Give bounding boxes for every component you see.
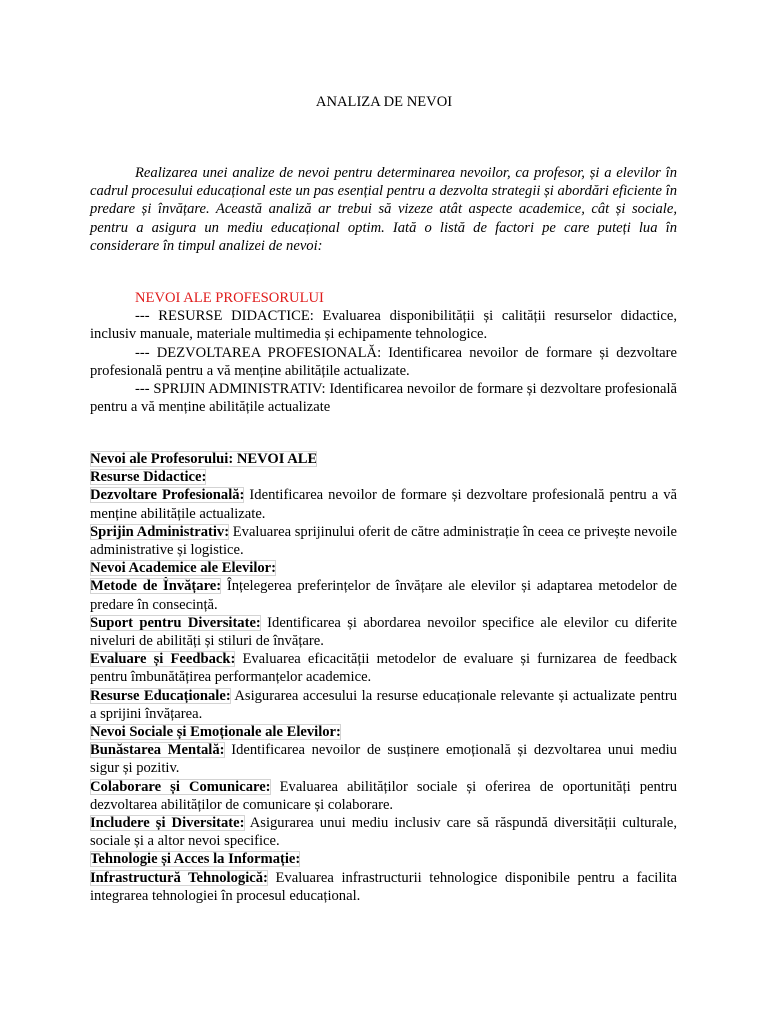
needs-text: Identificarea nevoilor de formare și dezvoltare profesională pentru a vă menține abilitățile actualizate.: [90, 487, 677, 522]
section-item-development: --- DEZVOLTAREA PROFESIONALĂ: Identificarea nevoilor de formare și dezvoltare profesională pentru a vă menține abilitățile actualizate.: [90, 344, 677, 379]
needs-row: [90, 778, 677, 814]
needs-row: [90, 486, 677, 522]
needs-text: Înțelegerea preferințelor de învățare ale elevilor și adaptarea metodelor de predare în consecință.: [90, 578, 677, 613]
needs-label: Suport pentru Diversitate:: [90, 614, 261, 631]
needs-row: [90, 559, 677, 577]
section-item-resources: --- RESURSE DIDACTICE: Evaluarea disponibilității și calității resurselor didactice, inclusiv manuale, materiale multimedia și echipamente tehnologice.: [90, 308, 677, 343]
needs-row: [90, 523, 677, 559]
needs-text: Evaluarea sprijinului oferit de către administrație în ceea ce privește nevoile administrative și logistice.: [90, 523, 677, 559]
needs-row: [90, 687, 677, 723]
document-title: ANALIZA DE NEVOI: [315, 94, 453, 110]
needs-row: [90, 577, 677, 613]
needs-label: Colaborare și Comunicare:: [90, 778, 271, 795]
needs-row: [90, 650, 677, 686]
needs-row: [90, 723, 677, 741]
section-item-admin: --- SPRIJIN ADMINISTRATIV: Identificarea nevoilor de formare și dezvoltare profesională pentru a vă menține abilitățile actualizate: [90, 381, 677, 416]
needs-text: Asigurarea accesului la resurse educaționale relevante și actualizate pentru a sprijini învățarea.: [90, 687, 677, 722]
needs-label: Nevoi Academice ale Elevilor:: [90, 560, 277, 577]
needs-row: [90, 850, 677, 868]
needs-text: Evaluarea eficacității metodelor de evaluare și furnizarea de feedback pentru îmbunătățirea performanțelor academice.: [90, 651, 677, 686]
needs-label: Nevoi ale Profesorului: NEVOI ALE: [90, 451, 318, 467]
needs-text: Asigurarea unui mediu inclusiv care să răspundă diversității culturale, sociale și a altor nevoi specifice.: [90, 815, 677, 850]
needs-label: Dezvoltare Profesională:: [90, 487, 245, 504]
needs-label: Includere și Diversitate:: [90, 815, 245, 832]
needs-row: [90, 450, 677, 468]
needs-label: Evaluare și Feedback:: [90, 651, 236, 668]
teacher-needs-section: [90, 289, 677, 416]
needs-label: Infrastructură Tehnologică:: [90, 869, 268, 886]
needs-text: Identificarea și abordarea nevoilor specifice ale elevilor cu diferite niveluri de abilități și stiluri de învățare.: [90, 614, 677, 650]
needs-label: Bunăstarea Mentală:: [90, 742, 225, 759]
needs-row: [90, 468, 677, 486]
needs-row: [90, 614, 677, 650]
needs-label: Nevoi Sociale și Emoționale ale Elevilor:: [90, 724, 341, 741]
intro-paragraph: Realizarea unei analize de nevoi pentru determinarea nevoilor, ca profesor, și a elevilor în cadrul procesului educațional este un pas esențial pentru a dezvolta strategii și abordări eficiente în predare și învățare. Această analiză ar trebui să vizeze atât aspecte academice, cât și sociale, pentru a asigura un mediu educațional optim. Iată o listă de factori pe care puteți lua în considerare în timpul analizei de nevoi:: [90, 165, 677, 254]
needs-list: [90, 450, 677, 905]
needs-row: [90, 814, 677, 850]
needs-label: Sprijin Administrativ:: [90, 523, 230, 540]
needs-label: Resurse Didactice:: [90, 469, 207, 486]
needs-row: [90, 869, 677, 905]
needs-row: [90, 741, 677, 777]
needs-label: Tehnologie și Acces la Informație:: [90, 851, 301, 868]
needs-label: Metode de Învățare:: [90, 578, 222, 595]
needs-text: Evaluarea abilităților sociale și oferirea de oportunități pentru dezvoltarea abilităților de comunicare și colaborare.: [90, 778, 677, 813]
section-heading: NEVOI ALE PROFESORULUI: [135, 290, 324, 306]
needs-text: Evaluarea infrastructurii tehnologice disponibile pentru a facilita integrarea tehnologiei în procesul educațional.: [90, 869, 677, 904]
needs-label: Resurse Educaționale:: [90, 687, 231, 704]
needs-text: Identificarea nevoilor de susținere emoțională și dezvoltarea unui mediu sigur și pozitiv.: [90, 742, 677, 777]
